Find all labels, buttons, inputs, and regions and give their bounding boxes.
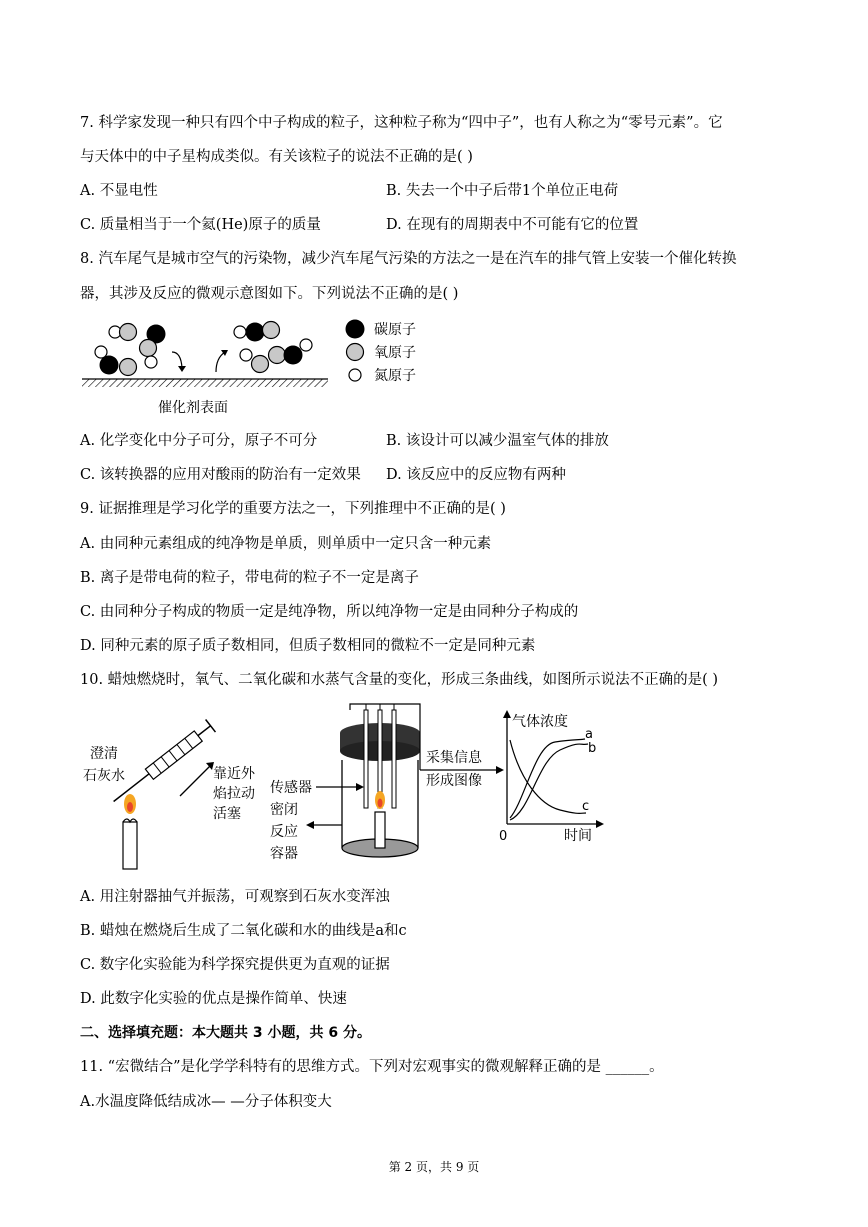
limewater-label-2: 石灰水 [83,768,125,784]
collect-label-2: 形成图像 [426,773,482,789]
oxygen-legend-icon [347,344,364,361]
q8-option-a: A. 化学变化中分子可分，原子不可分 [80,433,318,449]
q9-option-d: D. 同种元素的原子质子数相同，但质子数相同的微粒不一定是同种元素 [80,638,536,654]
nitrogen-atom [240,349,252,361]
q9-option-a: A. 由同种元素组成的纯净物是单质，则单质中一定只含一种元素 [80,536,492,552]
q8-stem-line1: 8. 汽车尾气是城市空气的污染物，减少汽车尾气污染的方法之一是在汽车的排气管上安装一个催化转换 [80,251,737,267]
oxygen-atom [252,356,269,373]
curve-a [510,739,585,818]
carbon-atom [284,346,303,365]
limewater-label-1: 澄清 [90,746,118,762]
q8-stem-line2: 器，其涉及反应的微观示意图如下。下列说法不正确的是( ) [80,286,459,302]
syringe-icon [109,719,216,807]
q10-option-a: A. 用注射器抽气并振荡，可观察到石灰水变浑浊 [80,889,390,905]
q7-stem-line1: 7. 科学家发现一种只有四个中子构成的粒子，这种粒子称为“四中子”，也有人称之为“零号元素”。它 [80,115,723,131]
graph-xlabel: 时间 [564,828,592,844]
legend-carbon-label: 碳原子 [374,322,416,338]
section2-heading: 二、选择填充题：本大题共 3 小题，共 6 分。 [80,1025,371,1041]
carbon-atom [100,356,119,375]
q8-option-b: B. 该设计可以减少温室气体的排放 [386,433,609,449]
sensor-label: 传感器 [270,780,312,796]
q7-option-c: C. 质量相当于一个氦(He)原子的质量 [80,217,321,233]
q11-option-a: A.水温度降低结成冰— —分子体积变大 [80,1094,332,1110]
q9-option-c: C. 由同种分子构成的物质一定是纯净物，所以纯净物一定是由同种分子构成的 [80,604,579,620]
curve-a-label: a [585,727,593,742]
carbon-legend-icon [346,320,365,339]
nitrogen-atom [300,339,312,351]
q8-option-d: D. 该反应中的反应物有两种 [386,467,566,483]
q10-option-c: C. 数字化实验能为科学探究提供更为直观的证据 [80,957,390,973]
pull-label-2: 焰拉动 [213,786,255,802]
q10-option-b: B. 蜡烛在燃烧后生成了二氧化碳和水的曲线是a和c [80,923,407,939]
q10-stem: 10. 蜡烛燃烧时，氧气、二氧化碳和水蒸气含量的变化，形成三条曲线，如图所示说法不正确的是( ) [80,672,719,688]
carbon-atom [246,323,265,342]
nitrogen-atom [234,326,246,338]
candle-icon [375,812,385,848]
q8-option-c: C. 该转换器的应用对酸雨的防治有一定效果 [80,467,361,483]
page-footer: 第 2 页，共 9 页 [388,1160,480,1174]
pull-label-1: 靠近外 [213,766,255,782]
candle-icon [123,822,137,869]
curve-c-label: c [582,799,590,814]
vessel-label-3: 容器 [270,846,298,862]
pull-label-3: 活塞 [213,806,241,822]
collect-label-1: 采集信息 [426,750,482,766]
q7-stem-line2: 与天体中的中子星构成类似。有关该粒子的说法不正确的是( ) [80,149,473,165]
q9-stem: 9. 证据推理是学习化学的重要方法之一，下列推理中不正确的是( ) [80,501,506,517]
q7-option-d: D. 在现有的周期表中不可能有它的位置 [386,217,639,233]
graph-origin: 0 [499,829,508,844]
vessel-label-2: 反应 [270,824,298,840]
down-arrow-icon [172,352,182,368]
vessel-label-1: 密闭 [270,802,298,818]
q10-figure-apparatus [80,700,620,875]
oxygen-atom [140,340,157,357]
q9-option-b: B. 离子是带电荷的粒子，带电荷的粒子不一定是离子 [80,570,419,586]
q11-stem: 11. “宏微结合”是化学学科特有的思维方式。下列对宏观事实的微观解释正确的是 ______。 [80,1059,664,1075]
oxygen-atom [120,359,137,376]
up-arrow-icon [216,352,225,372]
oxygen-atom [120,324,137,341]
legend-oxygen-label: 氧原子 [374,345,416,361]
q7-option-a: A. 不显电性 [80,183,158,199]
catalyst-surface [82,379,328,387]
graph-ylabel: 气体浓度 [512,714,568,730]
catalyst-surface-label: 催化剂表面 [158,400,228,416]
curve-c [510,740,586,813]
nitrogen-legend-icon [349,369,361,381]
q10-option-d: D. 此数字化实验的优点是操作简单、快速 [80,991,347,1007]
oxygen-atom [269,347,286,364]
curve-b-label: b [588,741,597,756]
oxygen-atom [263,322,280,339]
curve-b [510,744,588,820]
nitrogen-atom [145,356,157,368]
nitrogen-atom [95,346,107,358]
q7-option-b: B. 失去一个中子后带1个单位正电荷 [386,183,619,199]
legend-nitrogen-label: 氮原子 [374,368,416,384]
q8-figure-catalyst [78,312,438,422]
